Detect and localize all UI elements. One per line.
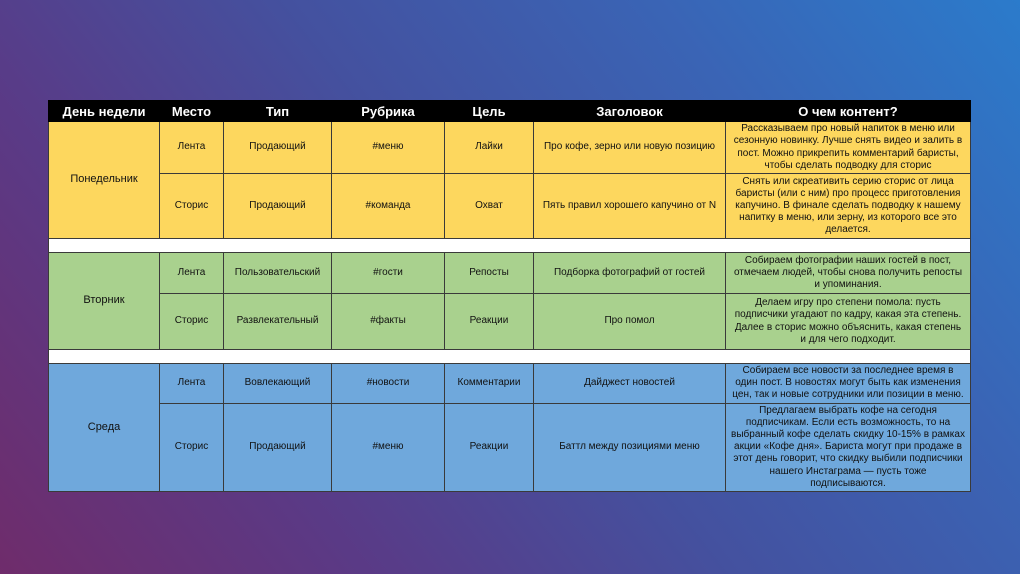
cell-content: Делаем игру про степени помола: пусть подписчики угадают по кадру, какая эта степень. Далее в сторис можно объяснить, какая степень и для чего подходит. — [726, 294, 971, 350]
cell-type: Развлекательный — [224, 294, 332, 350]
table-row — [49, 364, 971, 404]
content-plan-table — [48, 100, 971, 492]
cell-content: Собираем фотографии наших гостей в пост, отмечаем людей, чтобы снова получить репосты и упоминания. — [726, 253, 971, 294]
cell-place: Сторис — [160, 174, 224, 239]
day-cell-tuesday: Вторник — [49, 253, 160, 350]
cell-type: Продающий — [224, 122, 332, 174]
cell-content: Предлагаем выбрать кофе на сегодня подписчикам. Если есть возможность, то на выбранный кофе сделать скидку 10-15% в рамках акции «Кофе дня». Бариста могут при продаже в этот день говорит, что скидку выбили подписчики нашего Инстаграма — пусть тоже подписываются. — [726, 403, 971, 491]
cell-type: Пользовательский — [224, 253, 332, 294]
col-header-headline: Заголовок — [534, 101, 726, 122]
cell-headline: Подборка фотографий от гостей — [534, 253, 726, 294]
spacer-row — [49, 239, 971, 253]
cell-headline: Про кофе, зерно или новую позицию — [534, 122, 726, 174]
cell-rubric: #факты — [332, 294, 445, 350]
cell-place: Лента — [160, 253, 224, 294]
cell-headline: Про помол — [534, 294, 726, 350]
cell-content: Рассказываем про новый напиток в меню или сезонную новинку. Лучше снять видео и залить в пост. Можно прикрепить комментарий баристы, чтобы сделать подводку для сторис — [726, 122, 971, 174]
col-header-place: Место — [160, 101, 224, 122]
cell-rubric: #гости — [332, 253, 445, 294]
cell-headline: Баттл между позициями меню — [534, 403, 726, 491]
col-header-type: Тип — [224, 101, 332, 122]
cell-goal: Реакции — [445, 294, 534, 350]
cell-content: Снять или скреативить серию сторис от лица баристы (или с ним) про процесс приготовления капучино. В финале сделать подводку к нашему напитку в меню, или зерну, из которого все это делается. — [726, 174, 971, 239]
cell-place: Лента — [160, 122, 224, 174]
cell-rubric: #команда — [332, 174, 445, 239]
table-row — [49, 403, 971, 491]
header-row — [49, 101, 971, 122]
cell-goal: Комментарии — [445, 364, 534, 404]
col-header-goal: Цель — [445, 101, 534, 122]
col-header-day: День недели — [49, 101, 160, 122]
cell-type: Вовлекающий — [224, 364, 332, 404]
cell-rubric: #новости — [332, 364, 445, 404]
cell-rubric: #меню — [332, 403, 445, 491]
cell-goal: Охват — [445, 174, 534, 239]
table-row — [49, 174, 971, 239]
day-cell-monday: Понедельник — [49, 122, 160, 239]
cell-goal: Лайки — [445, 122, 534, 174]
table-row — [49, 253, 971, 294]
cell-place: Сторис — [160, 403, 224, 491]
spacer-cell — [49, 239, 971, 253]
cell-goal: Реакции — [445, 403, 534, 491]
cell-place: Сторис — [160, 294, 224, 350]
cell-headline: Пять правил хорошего капучино от N — [534, 174, 726, 239]
cell-rubric: #меню — [332, 122, 445, 174]
cell-type: Продающий — [224, 174, 332, 239]
spacer-cell — [49, 350, 971, 364]
cell-content: Собираем все новости за последнее время в один пост. В новостях могут быть как изменения цен, так и новые сотрудники или позиции в меню. — [726, 364, 971, 404]
spacer-row — [49, 350, 971, 364]
cell-goal: Репосты — [445, 253, 534, 294]
cell-headline: Дайджест новостей — [534, 364, 726, 404]
table-row — [49, 294, 971, 350]
col-header-content: О чем контент? — [726, 101, 971, 122]
col-header-rubric: Рубрика — [332, 101, 445, 122]
table-row — [49, 122, 971, 174]
cell-place: Лента — [160, 364, 224, 404]
day-cell-wednesday: Среда — [49, 364, 160, 492]
cell-type: Продающий — [224, 403, 332, 491]
